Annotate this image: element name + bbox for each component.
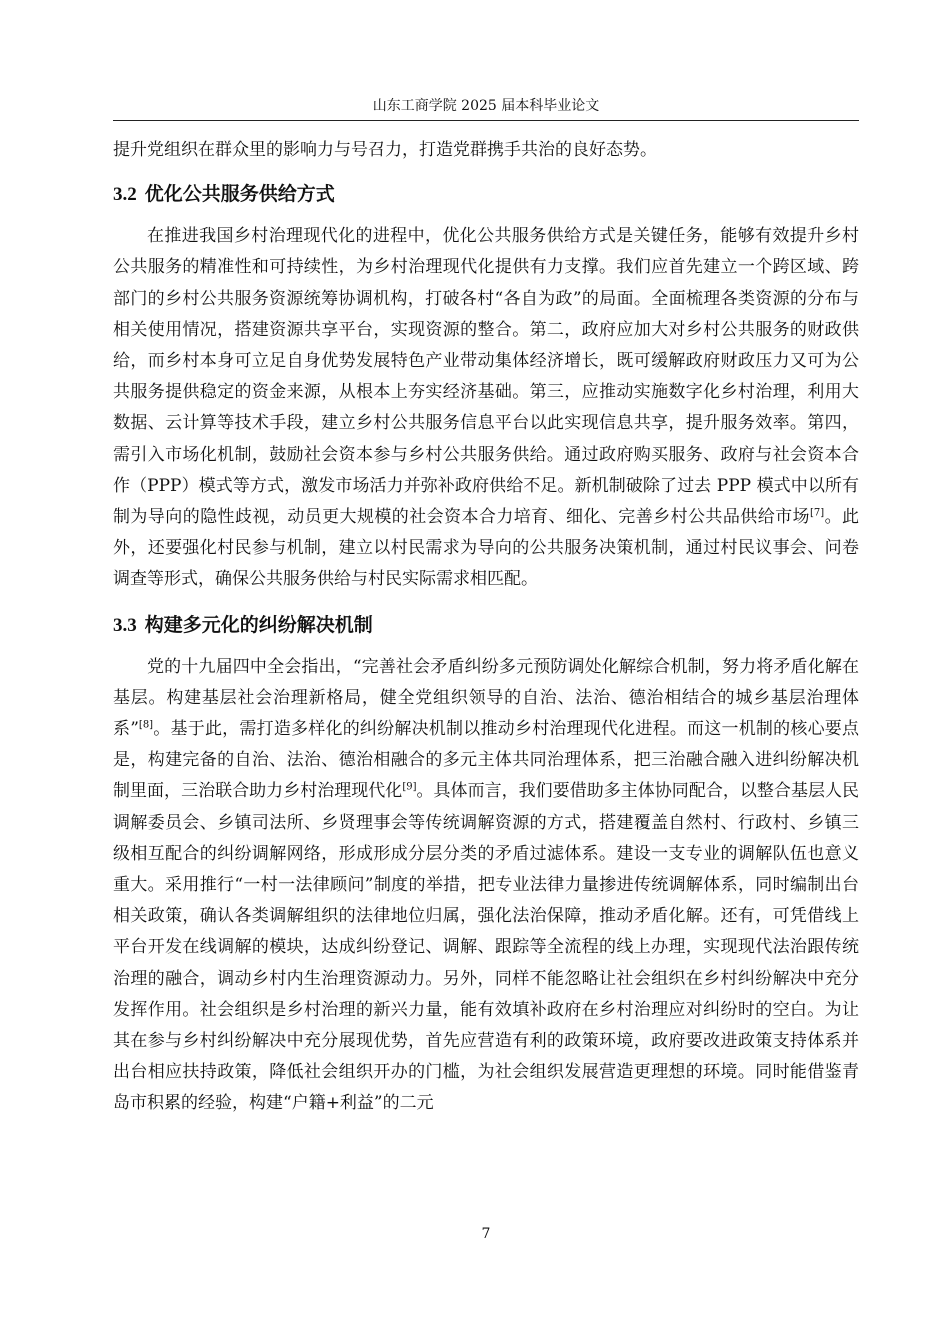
citation-9: [9] [402,781,417,793]
section-title: 优化公共服务供给方式 [144,183,335,206]
citation-8: [8] [138,719,154,731]
section-number: 3.3 [113,614,137,636]
section-heading-3-3 [113,610,859,641]
running-header: 山东工商学院 2025 届本科毕业论文 [372,98,600,114]
paragraph-3-3 [113,652,859,1120]
page-number: 7 [481,1226,491,1242]
paragraph-text: 。此外，还要强化村民参与机制，建立以村民需求为导向的公共服务决策机制，通过村民议事会、问卷调查等形式，确保公共服务供给与村民实际需求相匹配。 [113,507,860,590]
paragraph-text: 在推进我国乡村治理现代化的进程中，优化公共服务供给方式是关键任务，能够有效提升乡村公共服务的精准性和可持续性，为乡村治理现代化提供有力支撑。我们应首先建立一个跨区域、跨部门的乡村公共服务资源统筹协调机构，打破各村“各自为政”的局面。全面梳理各类资源的分布与相关使用情况，搭建资源共享平台，实现资源的整合。第二，政府应加大对乡村公共服务的财政供给，而乡村本身可立足自身优势发展特色产业带动集体经济增长，既可缓解政府财政压力又可为公共服务提供稳定的资金来源，从根本上夯实经济基础。第三，应推动实施数字化乡村治理，利用大数据、云计算等技术手段，建立乡村公共服务信息平台以此实现信息共享，提升服务效率。第四，需引入市场化机制，鼓励社会资本参与乡村公共服务供给。通过政府购买服务、政府与社会资本合作（PPP）模式等方式，激发市场活力并弥补政府供给不足。新机制破除了过去 PPP 模式中以所有制为导向的隐性歧视，动员更大规模的社会资本合力培育、细化、完善乡村公共品供给市场 [113,226,859,528]
paragraph-text: 。具体而言，我们要借助多主体协同配合，以整合基层人民调解委员会、乡镇司法所、乡贤理事会等传统调解资源的方式，搭建覆盖自然村、行政村、乡镇三级相互配合的纠纷调解网络，形成形成分层分类的矛盾过滤体系。建设一支专业的调解队伍也意义重大。采用推行“一村一法律顾问”制度的举措，把专业法律力量掺进传统调解体系，同时编制出台相关政策，确认各类调解组织的法律地位归属，强化法治保障，推动矛盾化解。还有，可凭借线上平台开发在线调解的模块，达成纠纷登记、调解、跟踪等全流程的线上办理，实现现代法治跟传统治理的融合，调动乡村内生治理资源动力。另外，同样不能忽略让社会组织在乡村纠纷解决中充分发挥作用。社会组织是乡村治理的新兴力量，能有效填补政府在乡村治理应对纠纷时的空白。为让其在参与乡村纠纷解决中充分展现优势，首先应营造有利的政策环境，政府要改进政策支持体系并出台相应扶持政策，降低社会组织开办的门槛，为社会组织发展营造更理想的环境。同时能借鉴青岛市积累的经验，构建“户籍+利益”的二元 [113,781,859,1114]
carryover-paragraph: 提升党组织在群众里的影响力与号召力，打造党群携手共治的良好态势。 [113,140,657,160]
paragraph-3-2 [113,221,859,595]
section-title: 构建多元化的纠纷解决机制 [144,613,373,636]
citation-7: [7] [809,507,825,519]
paragraph-text: 。基于此，需打造多样化的纠纷解决机制以推动乡村治理现代化进程。而这一机制的核心要点是，构建完备的自治、法治、德治相融合的多元主体共同治理体系，把三治融合融入进纠纷解决机制里面，三治联合助力乡村治理现代化 [113,719,859,802]
header-rule [113,120,859,121]
paragraph-text: 党的十九届四中全会指出，“完善社会矛盾纠纷多元预防调处化解综合机制，努力将矛盾化解在基层。构建基层社会治理新格局，健全党组织领导的自治、法治、德治相结合的城乡基层治理体系” [113,656,859,740]
section-number: 3.2 [113,184,137,206]
page-body [113,135,859,1120]
section-heading-3-2 [113,179,859,210]
